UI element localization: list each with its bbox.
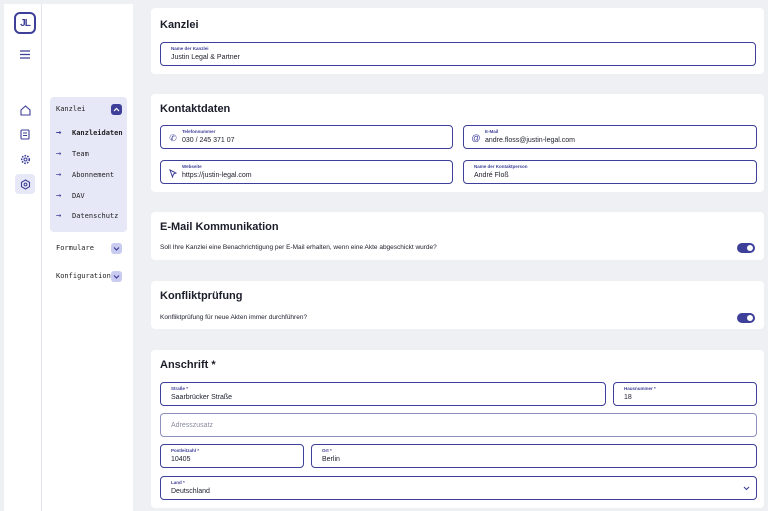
email-communication-title: E-Mail Kommunikation	[160, 221, 279, 233]
zip-field[interactable]: Postleitzahl * 10405	[160, 444, 304, 468]
document-icon[interactable]	[15, 124, 35, 144]
kanzlei-group-toggle[interactable]: Kanzlei	[50, 99, 126, 119]
arrow-right-icon: →	[56, 191, 62, 201]
conflict-check-title: Konfliktprüfung	[160, 290, 243, 302]
phone-field[interactable]: ✆ Telefonnummer 030 / 245 371 07	[160, 125, 453, 149]
chevron-down-icon	[111, 243, 122, 254]
conflict-check-question: Konfliktprüfung für neue Akten immer durchführen?	[160, 314, 308, 321]
house-number-field[interactable]: Hausnummer * 18	[613, 382, 757, 406]
phone-icon: ✆	[169, 132, 177, 143]
subnav-item-abonnement[interactable]: → Abonnement	[56, 170, 115, 180]
cursor-icon	[167, 167, 179, 179]
home-icon[interactable]	[15, 100, 35, 120]
arrow-right-icon: →	[56, 128, 62, 138]
email-notification-toggle[interactable]	[737, 243, 755, 253]
email-field[interactable]: @ E-Mail andre.floss@justin-legal.com	[463, 125, 757, 149]
chevron-up-icon	[111, 104, 122, 115]
chevron-down-icon	[743, 486, 750, 493]
arrow-right-icon: →	[56, 211, 62, 221]
address-addition-field[interactable]: Adresszusatz	[160, 413, 757, 437]
arrow-right-icon: →	[56, 170, 62, 180]
arrow-right-icon: →	[56, 149, 62, 159]
subnav-item-dav[interactable]: → DAV	[56, 191, 85, 201]
kontaktdaten-card	[151, 94, 764, 192]
conflict-check-card	[151, 281, 764, 329]
address-card	[151, 350, 764, 508]
konfiguration-group-toggle[interactable]: Konfiguration	[50, 266, 126, 286]
gear-icon[interactable]	[15, 149, 35, 169]
address-title: Anschrift *	[160, 359, 216, 371]
formulare-group-toggle[interactable]: Formulare	[50, 238, 126, 258]
subnav-item-datenschutz[interactable]: → Datenschutz	[56, 211, 119, 221]
street-field[interactable]: Straße * Saarbrücker Straße	[160, 382, 606, 406]
settings-subnav	[42, 4, 133, 511]
kanzlei-card	[151, 8, 764, 74]
country-select[interactable]: Land * Deutschland	[160, 476, 757, 500]
contact-person-field[interactable]: Name der Kontaktperson André Floß	[463, 160, 757, 184]
subnav-item-kanzleidaten[interactable]: → Kanzleidaten	[56, 128, 123, 138]
email-communication-question: Soll Ihre Kanzlei eine Benachrichtigung per E-Mail erhalten, wenn eine Akte abgeschickt wurde?	[160, 244, 437, 251]
kanzlei-name-field[interactable]: Name der Kanzlei Justin Legal & Partner	[160, 42, 756, 66]
email-communication-card	[151, 212, 764, 260]
kontaktdaten-title: Kontaktdaten	[160, 103, 231, 115]
website-field[interactable]: Webseite https://justin-legal.com	[160, 160, 453, 184]
settings-active-icon[interactable]	[15, 174, 35, 194]
icon-rail	[4, 4, 42, 511]
at-icon: @	[471, 133, 481, 143]
subnav-item-team[interactable]: → Team	[56, 149, 89, 159]
conflict-check-toggle[interactable]	[737, 313, 755, 323]
menu-icon[interactable]	[15, 44, 35, 64]
city-field[interactable]: Ort * Berlin	[311, 444, 757, 468]
app-logo[interactable]: JL	[14, 12, 36, 34]
chevron-down-icon	[111, 271, 122, 282]
kanzlei-title: Kanzlei	[160, 19, 199, 31]
